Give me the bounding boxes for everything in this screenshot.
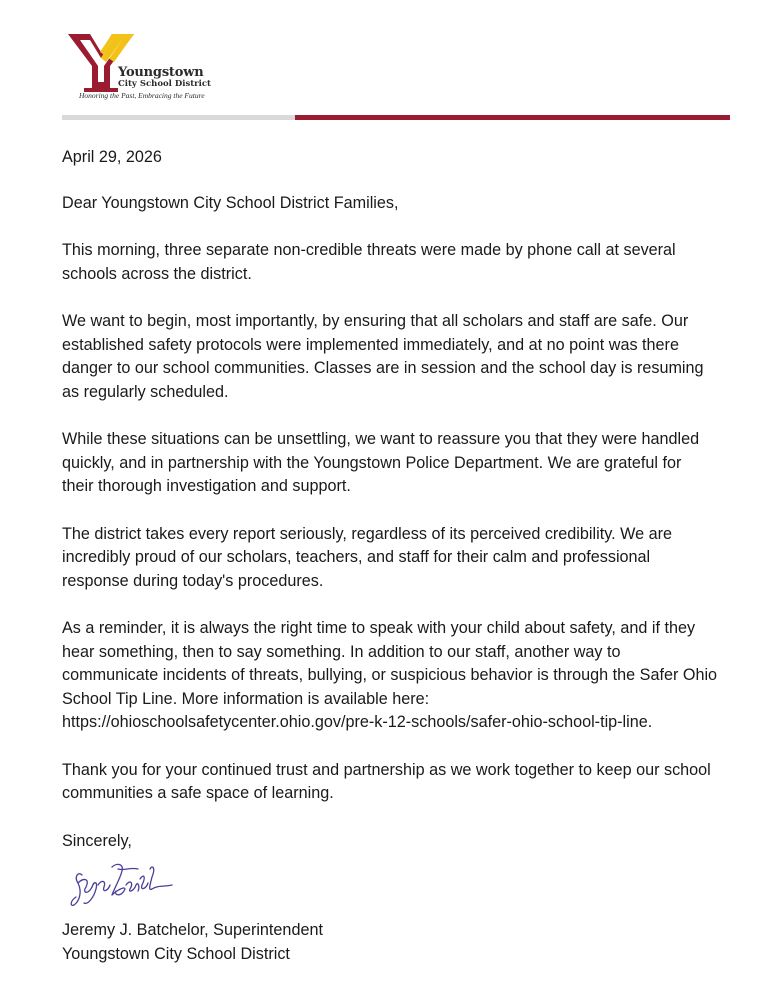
district-subname: City School District xyxy=(118,79,211,89)
signer-title: Jeremy J. Batchelor, Superintendent xyxy=(62,921,323,939)
letter-paragraph: The district takes every report seriously, regardless of its perceived credibility. We are incredibly proud of our scholars, teachers, and staff for their calm and professional response during today's procedures. xyxy=(62,524,672,590)
handwritten-signature xyxy=(68,859,178,911)
signer-organization: Youngstown City School District xyxy=(62,944,290,963)
letter-paragraph: As a reminder, it is always the right time to speak with your child about safety, and if they hear something, then to say something. In addition to our staff, another way to communicate incidents of threats, bullying, or suspicious behavior is through the Safer Ohio School Tip Line. More information is available here: https://ohioschoolsafetycenter.ohio.gov/pre-k-12-schools/safer-ohio-school-tip-line. xyxy=(62,619,718,731)
district-name: Youngstown xyxy=(118,65,204,80)
letter-body xyxy=(62,146,722,966)
signer-block xyxy=(62,919,722,966)
letterhead xyxy=(62,30,262,106)
letter-paragraph: This morning, three separate non-credible threats were made by phone call at several schools across the district. xyxy=(62,241,676,283)
letter-salutation: Dear Youngstown City School District Families, xyxy=(62,193,399,212)
header-rule-gray xyxy=(62,115,295,120)
letter-date: April 29, 2026 xyxy=(62,148,162,166)
letter-paragraph: We want to begin, most importantly, by ensuring that all scholars and staff are safe. Our established safety protocols were implemented immediately, and at no point was there danger to our school communities. Classes are in session and the school day is resuming as regularly scheduled. xyxy=(62,312,704,401)
header-rule-red xyxy=(295,115,730,120)
letter-paragraph: Thank you for your continued trust and partnership as we work together to keep our school communities a safe space of learning. xyxy=(62,760,711,802)
district-tagline: Honoring the Past, Embracing the Future xyxy=(79,91,205,100)
letter-paragraph: While these situations can be unsettling, we want to reassure you that they were handled quickly, and in partnership with the Youngstown Police Department. We are grateful for their thorough investigation and support. xyxy=(62,430,700,495)
letter-closing: Sincerely, xyxy=(62,831,132,850)
